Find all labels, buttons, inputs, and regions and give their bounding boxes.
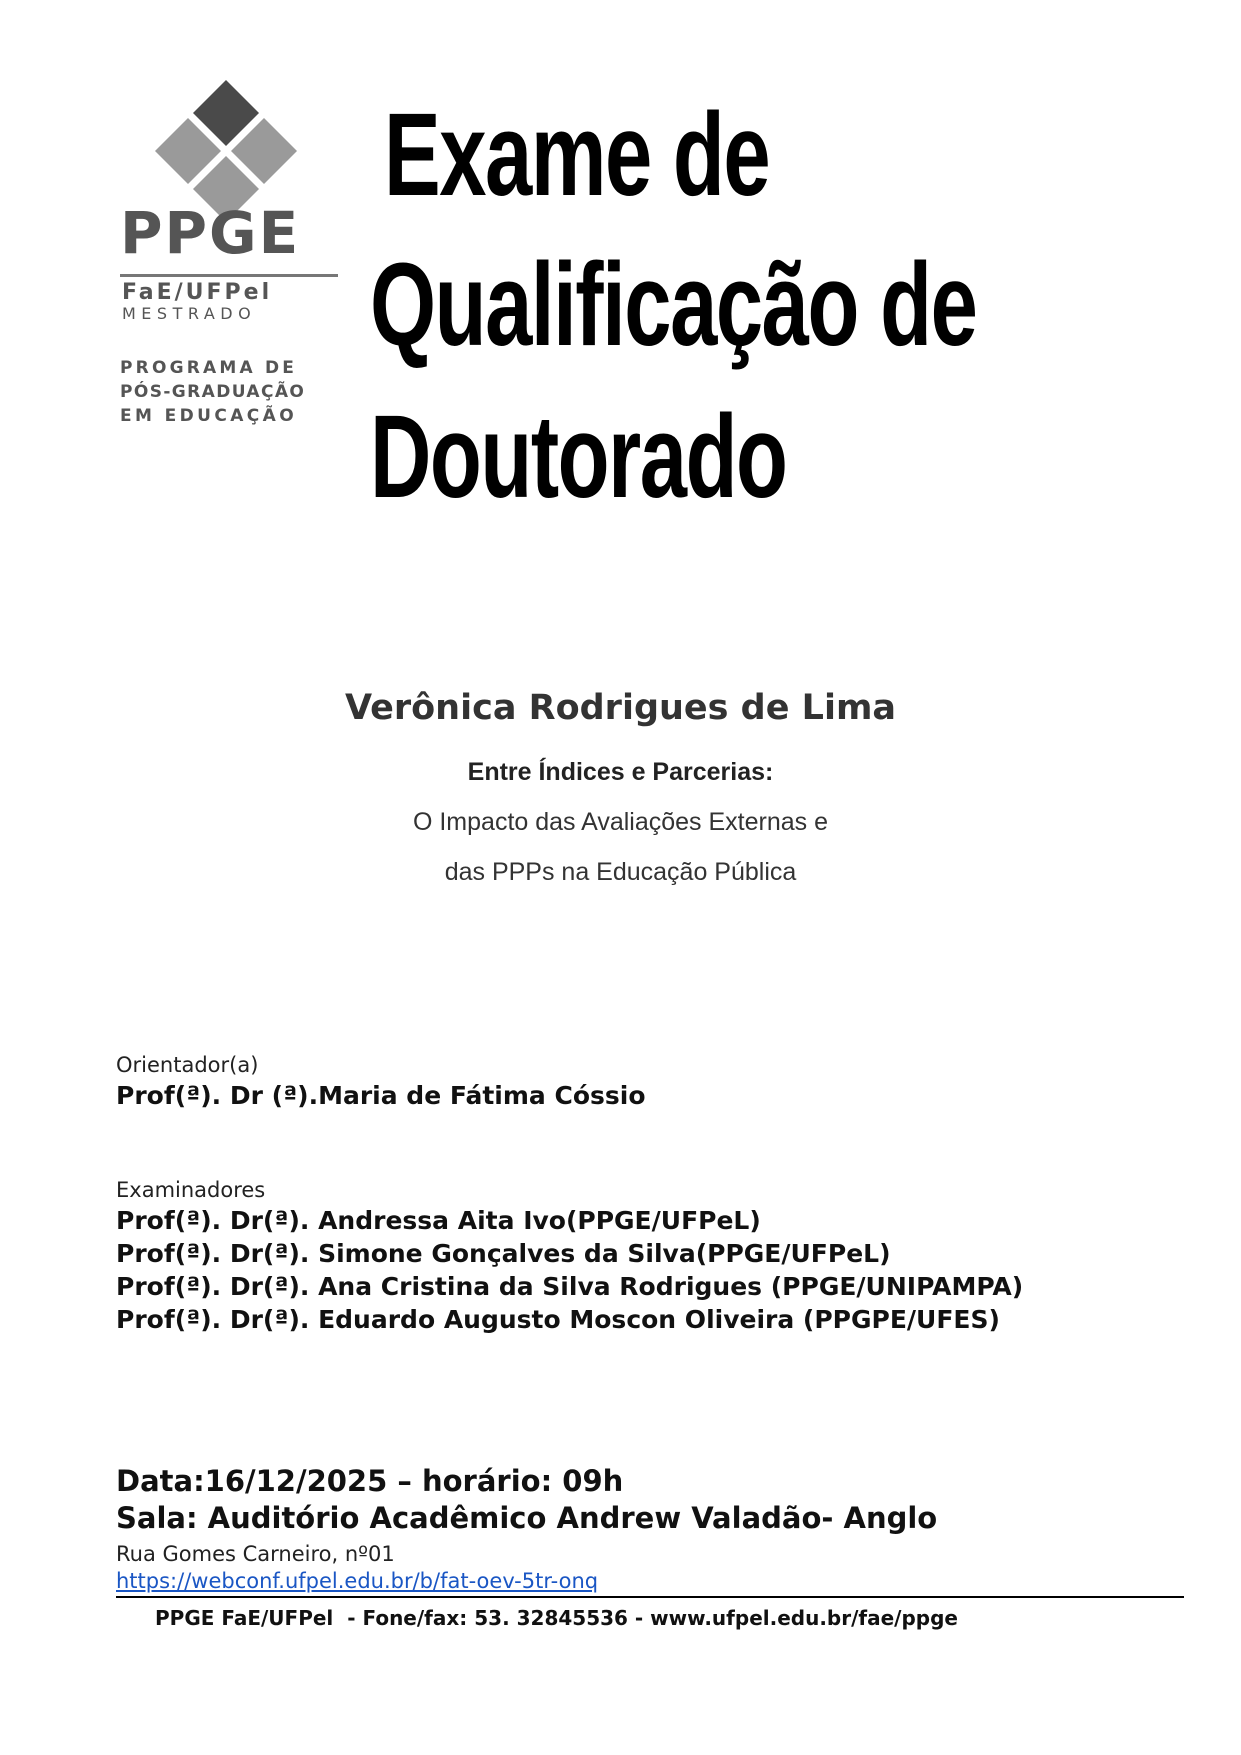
examiner-name: Prof(ª). Dr(ª). Andressa Aita Ivo(PPGE/UFPeL) <box>116 1206 761 1235</box>
logo-program-line: PROGRAMA DE <box>120 358 298 378</box>
diamond-squares-icon <box>118 78 343 218</box>
thesis-title: Entre Índices e Parcerias: <box>467 758 774 786</box>
examiner-name: Prof(ª). Dr(ª). Ana Cristina da Silva Rodrigues (PPGE/UNIPAMPA) <box>116 1272 1024 1301</box>
thesis-subtitle-line: O Impacto das Avaliações Externas e <box>412 808 829 836</box>
event-date: Data:16/12/2025 – horário: 09h <box>116 1464 624 1498</box>
event-room: Sala: Auditório Acadêmico Andrew Valadão- Anglo <box>116 1501 938 1535</box>
page-title-line: Exame de <box>384 89 770 221</box>
examiner-name: Prof(ª). Dr(ª). Eduardo Augusto Moscon Oliveira (PPGPE/UFES) <box>116 1305 1000 1334</box>
examiner-name: Prof(ª). Dr(ª). Simone Gonçalves da Silva(PPGE/UFPeL) <box>116 1239 891 1268</box>
logo-program-line: EM EDUCAÇÃO <box>120 406 298 426</box>
logo-institution: FaE/UFPel <box>122 280 273 305</box>
page-title-line: Qualificação de <box>370 239 977 371</box>
author-name: Verônica Rodrigues de Lima <box>344 688 897 728</box>
logo-divider <box>120 274 338 277</box>
logo-level: MESTRADO <box>122 304 257 323</box>
logo-program-line: PÓS-GRADUAÇÃO <box>120 382 306 402</box>
thesis-subtitle-line: das PPPs na Educação Pública <box>444 858 797 886</box>
footer-contact: PPGE FaE/UFPel - Fone/fax: 53. 32845536 - www.ufpel.edu.br/fae/ppge <box>155 1606 958 1630</box>
logo-acronym: PPGE <box>120 199 301 267</box>
ppge-logo <box>118 78 343 438</box>
advisor-name: Prof(ª). Dr (ª).Maria de Fátima Cóssio <box>116 1081 646 1110</box>
advisor-label: Orientador(a) <box>116 1053 259 1077</box>
examiners-label: Examinadores <box>116 1178 266 1202</box>
event-address: Rua Gomes Carneiro, nº01 <box>116 1542 395 1566</box>
webconf-link[interactable]: https://webconf.ufpel.edu.br/b/fat-oev-5tr-onq <box>116 1569 599 1593</box>
footer-divider <box>116 1596 1184 1598</box>
page-title-line: Doutorado <box>370 391 787 523</box>
